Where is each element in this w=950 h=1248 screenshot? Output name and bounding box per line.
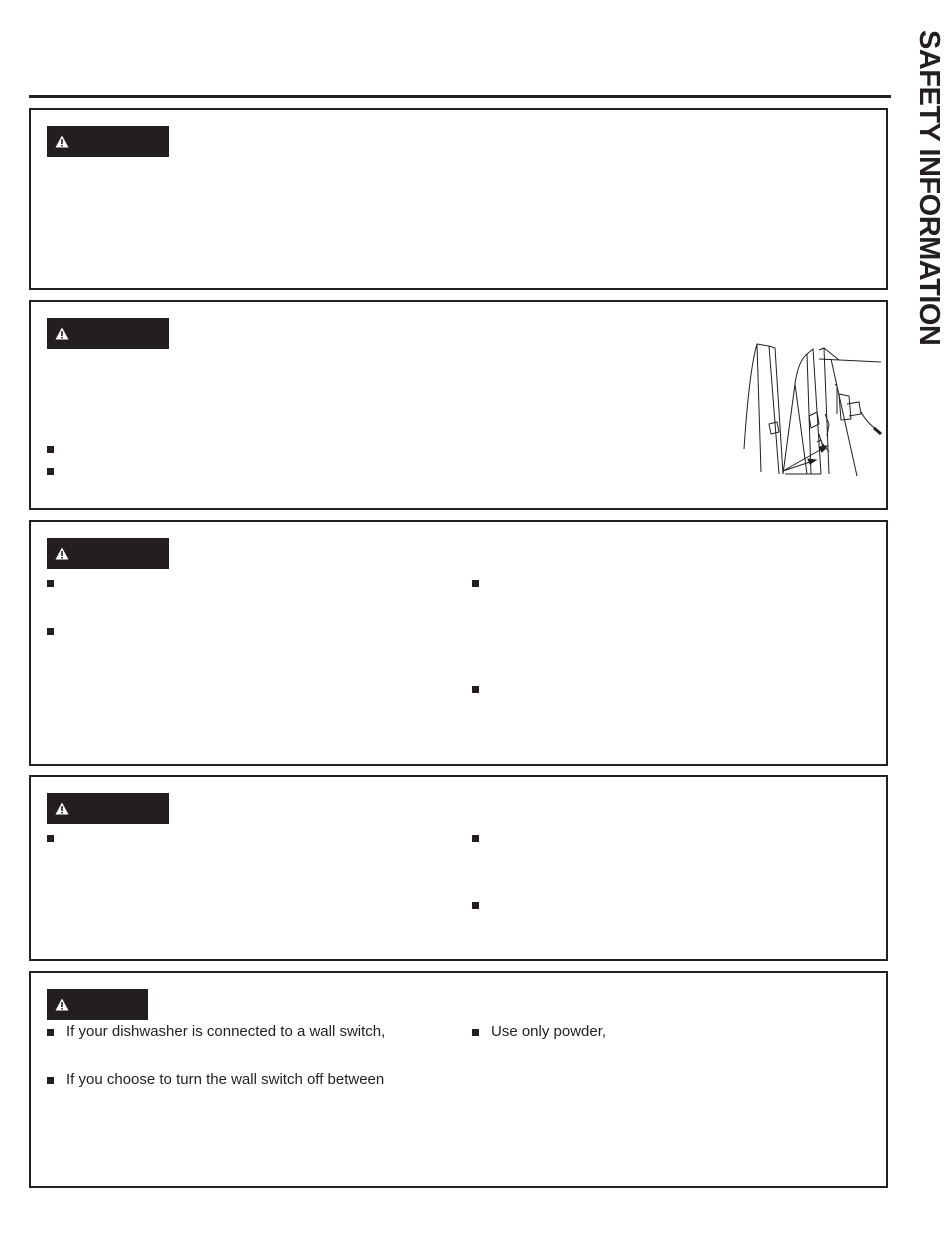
warning-triangle-icon [55, 998, 69, 1011]
bullet-square-icon [472, 580, 479, 587]
bullet-text: If you choose to turn the wall switch off between [66, 1071, 385, 1088]
bullet-square-icon [47, 628, 54, 635]
bullet-square-icon [47, 1029, 54, 1036]
warning-triangle-icon [55, 802, 69, 815]
bullet-item [47, 1023, 385, 1041]
safety-section-3 [29, 520, 888, 766]
bullet-item [472, 574, 491, 587]
warning-triangle-icon [55, 547, 69, 560]
bullet-item [47, 574, 66, 587]
bullet-item [47, 829, 66, 842]
warning-label [47, 318, 169, 349]
top-rule [29, 95, 891, 98]
safety-section-2 [29, 300, 888, 510]
bullet-square-icon [47, 835, 54, 842]
bullet-item [47, 622, 66, 635]
safety-section-4 [29, 775, 888, 961]
bullet-square-icon [47, 580, 54, 587]
bullet-item [472, 1023, 606, 1041]
bullet-item [47, 440, 66, 453]
safety-section-1 [29, 108, 888, 290]
bullet-square-icon [472, 1029, 479, 1036]
bullet-square-icon [472, 835, 479, 842]
bullet-item [47, 462, 66, 475]
bullet-item [472, 829, 491, 842]
bullet-square-icon [47, 1077, 54, 1084]
warning-label [47, 793, 169, 824]
bullet-square-icon [47, 446, 54, 453]
bullet-item [472, 680, 491, 693]
bullet-square-icon [472, 686, 479, 693]
bullet-square-icon [472, 902, 479, 909]
bullet-square-icon [47, 468, 54, 475]
warning-triangle-icon [55, 327, 69, 340]
safety-section-5 [29, 971, 888, 1188]
warning-label [47, 126, 169, 157]
side-title: SAFETY INFORMATION [913, 30, 945, 346]
warning-triangle-icon [55, 135, 69, 148]
bullet-item [47, 1071, 384, 1089]
dishwasher-door-latch-illustration [739, 324, 884, 476]
warning-label [47, 989, 148, 1020]
warning-label [47, 538, 169, 569]
bullet-text: Use only powder, [491, 1023, 607, 1040]
bullet-item [472, 896, 491, 909]
bullet-text: If your dishwasher is connected to a wall switch, [66, 1023, 386, 1040]
